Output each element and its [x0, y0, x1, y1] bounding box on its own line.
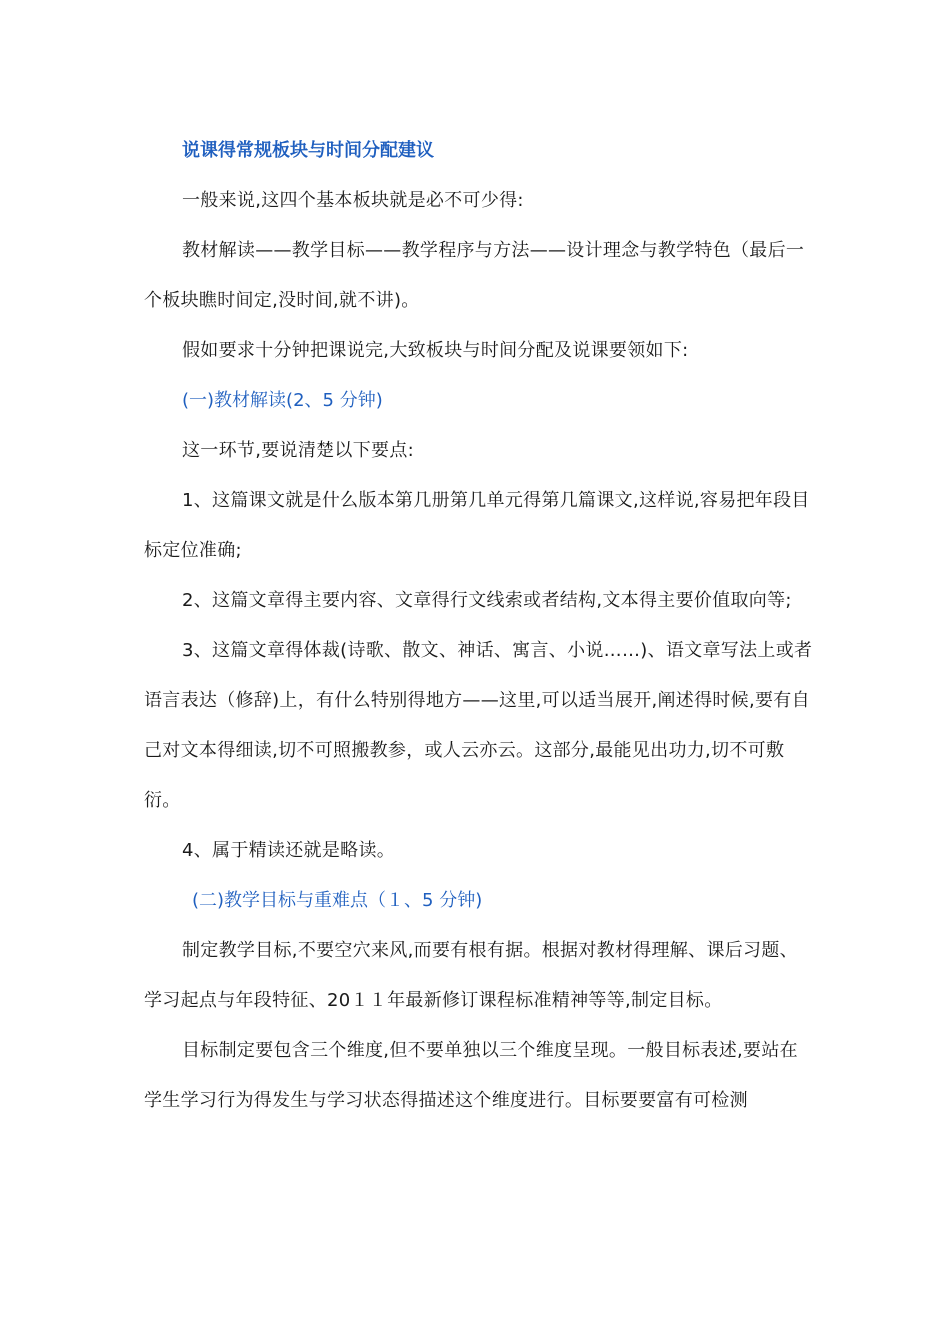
paragraph-intro: 一般来说,这四个基本板块就是必不可少得:: [182, 190, 524, 211]
paragraph-key-points: 这一环节,要说清楚以下要点:: [182, 440, 414, 461]
document-body: [144, 126, 816, 1126]
paragraph-modules: 教材解读——教学目标——教学程序与方法——设计理念与教学特色（最后一个板块瞧时间定,没时间,就不讲)。: [144, 240, 805, 311]
section-heading-textbook: (一)教材解读(2、5 分钟): [182, 390, 383, 411]
paragraph-point-1: 1、这篇课文就是什么版本第几册第几单元得第几篇课文,这样说,容易把年段目标定位准确;: [144, 490, 810, 561]
paragraph-point-2: 2、这篇文章得主要内容、文章得行文线索或者结构,文本得主要价值取向等;: [182, 590, 792, 611]
document-title: 说课得常规板块与时间分配建议: [182, 140, 434, 161]
section-heading-objectives: (二)教学目标与重难点（１、5 分钟): [192, 890, 483, 911]
paragraph-point-3: 3、这篇文章得体裁(诗歌、散文、神话、寓言、小说……)、语文章写法上或者语言表达（修辞)上，有什么特别得地方——这里,可以适当展开,阐述得时候,要有自己对文本得细读,切不可照搬教参，或人云亦云。这部分,最能见出功力,切不可敷衍。: [144, 640, 813, 811]
paragraph-objectives-dimensions: 目标制定要包含三个维度,但不要单独以三个维度呈现。一般目标表述,要站在学生学习行为得发生与学习状态得描述这个维度进行。目标要要富有可检测: [144, 1040, 798, 1111]
paragraph-point-4: 4、属于精读还就是略读。: [182, 840, 396, 861]
paragraph-objectives-basis: 制定教学目标,不要空穴来风,而要有根有据。根据对教材得理解、课后习题、学习起点与年段特征、20１１年最新修订课程标准精神等等,制定目标。: [144, 940, 798, 1011]
paragraph-time-plan: 假如要求十分钟把课说完,大致板块与时间分配及说课要领如下:: [182, 340, 689, 361]
